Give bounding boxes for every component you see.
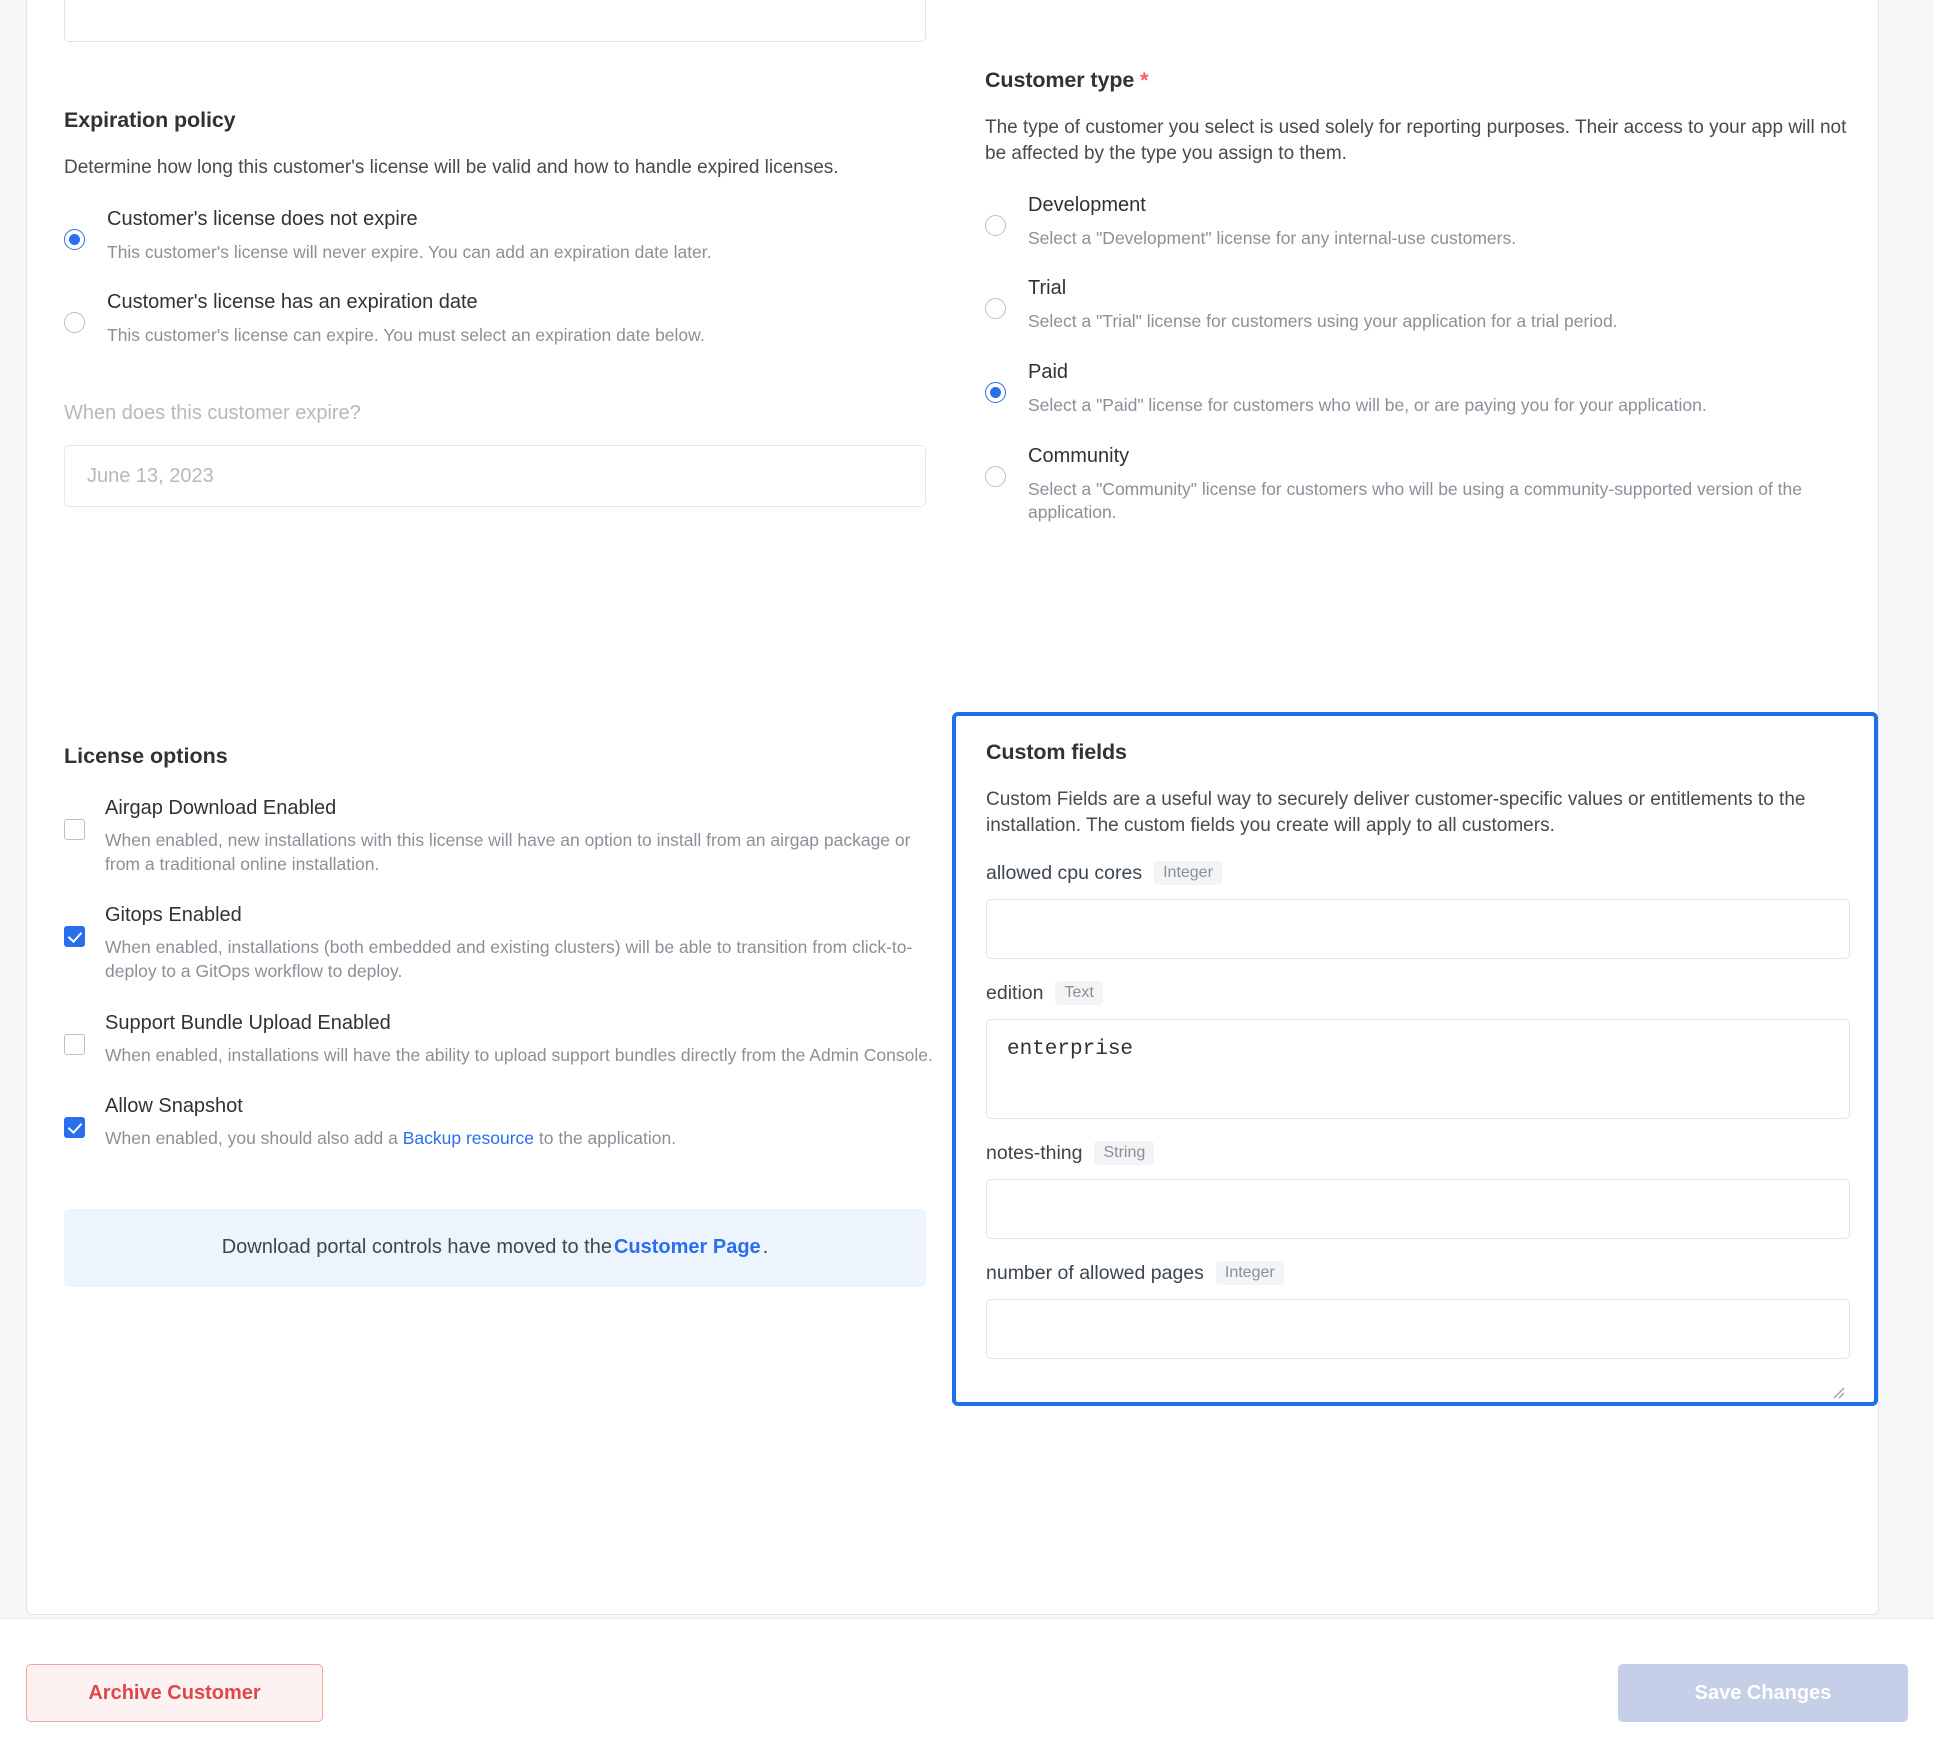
radio-paid-desc: Select a "Paid" license for customers who will be, or are paying you for your application. xyxy=(1028,394,1707,415)
cf-type-badge: Integer xyxy=(1216,1261,1284,1285)
radio-has-expire-label: Customer's license has an expiration date xyxy=(107,291,478,314)
notice-suffix: . xyxy=(762,1236,769,1259)
custom-fields-panel xyxy=(952,712,1878,1406)
license-options-section xyxy=(64,744,944,1287)
radio-paid[interactable] xyxy=(985,360,1865,418)
radio-has-expire[interactable] xyxy=(64,290,944,348)
radio-paid-control[interactable] xyxy=(985,382,1006,403)
expire-question-label: When does this customer expire? xyxy=(64,402,361,425)
notice-prefix: Download portal controls have moved to the xyxy=(221,1236,612,1259)
cf-label-text: allowed cpu cores xyxy=(986,861,1143,884)
expiration-policy-section xyxy=(64,108,944,507)
custom-field-number-of-allowed-pages-label xyxy=(986,1261,1844,1285)
checkbox-support-bundle-upload-control[interactable] xyxy=(64,1034,85,1055)
radio-no-expire-desc: This customer's license will never expire. You can add an expiration date later. xyxy=(107,241,712,262)
archive-customer-button[interactable]: Archive Customer xyxy=(26,1664,323,1722)
custom-field-number-of-allowed-pages xyxy=(986,1261,1844,1359)
checkbox-allow-snapshot-control[interactable] xyxy=(64,1117,85,1138)
custom-fields-title: Custom fields xyxy=(986,740,1127,764)
customer-type-description: The type of customer you select is used solely for reporting purposes. Their access to your app will not be affected by the type you assign to them. xyxy=(985,117,1847,164)
custom-field-number-of-allowed-pages-input[interactable] xyxy=(986,1299,1850,1359)
checkbox-gitops-label: Gitops Enabled xyxy=(105,904,242,927)
checkbox-gitops[interactable] xyxy=(64,904,944,983)
cf-label-text: notes-thing xyxy=(986,1141,1083,1164)
expiration-policy-description: Determine how long this customer's license will be valid and how to handle expired licenses. xyxy=(64,157,839,178)
required-marker: * xyxy=(1140,68,1149,92)
license-options-title: License options xyxy=(64,744,228,768)
custom-fields-description: Custom Fields are a useful way to securely deliver customer-specific values or entitlements to the installation. The custom fields you create will apply to all customers. xyxy=(986,789,1806,837)
checkbox-airgap-download-label: Airgap Download Enabled xyxy=(105,797,337,819)
cf-label-text: edition xyxy=(986,981,1044,1004)
radio-no-expire[interactable] xyxy=(64,207,944,265)
cf-type-badge: Integer xyxy=(1154,861,1222,885)
checkbox-allow-snapshot[interactable] xyxy=(64,1095,944,1151)
cf-type-badge: String xyxy=(1094,1141,1154,1165)
customer-type-title-text: Customer type xyxy=(985,68,1135,92)
checkbox-allow-snapshot-desc xyxy=(105,1127,676,1151)
checkbox-airgap-download-desc: When enabled, new installations with this license will have an option to install from an airgap package or from a traditional online installation. xyxy=(105,830,911,874)
checkbox-support-bundle-upload[interactable] xyxy=(64,1012,944,1068)
radio-has-expire-desc: This customer's license can expire. You must select an expiration date below. xyxy=(107,325,705,346)
checkbox-support-bundle-upload-label: Support Bundle Upload Enabled xyxy=(105,1011,391,1034)
radio-trial-control[interactable] xyxy=(985,298,1006,319)
cf-label-text: number of allowed pages xyxy=(986,1261,1204,1284)
custom-field-allowed-cpu-cores-label xyxy=(986,861,1844,885)
customer-page-link[interactable]: Customer Page xyxy=(613,1236,761,1259)
radio-development-control[interactable] xyxy=(985,215,1006,236)
save-changes-button[interactable]: Save Changes xyxy=(1618,1664,1908,1722)
custom-field-notes-thing xyxy=(986,1141,1844,1239)
checkbox-gitops-control[interactable] xyxy=(64,926,85,947)
custom-field-edition-textarea[interactable]: enterprise xyxy=(986,1019,1850,1119)
radio-development-label: Development xyxy=(1028,193,1146,216)
custom-field-edition-label xyxy=(986,981,1844,1005)
backup-resource-link[interactable]: Backup resource xyxy=(402,1128,535,1149)
download-portal-notice xyxy=(64,1209,926,1287)
expiration-date-input[interactable]: June 13, 2023 xyxy=(64,445,926,507)
customer-type-title xyxy=(985,68,1865,93)
custom-field-allowed-cpu-cores-input[interactable] xyxy=(986,899,1850,959)
truncated-input-above[interactable] xyxy=(64,0,926,42)
checkbox-gitops-desc: When enabled, installations (both embedded and existing clusters) will be able to transition from click-to-deploy to a GitOps workflow to deploy. xyxy=(105,937,913,981)
radio-community-desc: Select a "Community" license for customers who will be using a community-supported version of the application. xyxy=(1028,478,1803,523)
radio-trial-label: Trial xyxy=(1028,277,1067,300)
radio-paid-label: Paid xyxy=(1028,360,1069,383)
radio-community[interactable] xyxy=(985,444,1865,525)
custom-field-edition xyxy=(986,981,1844,1119)
radio-community-label: Community xyxy=(1028,444,1130,467)
resize-grip-icon[interactable] xyxy=(1831,1385,1845,1399)
customer-type-section xyxy=(985,68,1865,525)
checkbox-airgap-download[interactable] xyxy=(64,797,944,876)
radio-development-desc: Select a "Development" license for any internal-use customers. xyxy=(1028,227,1517,248)
custom-field-notes-thing-label xyxy=(986,1141,1844,1165)
radio-trial[interactable] xyxy=(985,276,1865,334)
checkbox-support-bundle-upload-desc: When enabled, installations will have the ability to upload support bundles directly from the Admin Console. xyxy=(105,1044,933,1065)
custom-field-allowed-cpu-cores xyxy=(986,861,1844,959)
custom-field-notes-thing-input[interactable] xyxy=(986,1179,1850,1239)
checkbox-allow-snapshot-label: Allow Snapshot xyxy=(105,1095,243,1118)
footer-bar xyxy=(0,1618,1934,1738)
radio-has-expire-control[interactable] xyxy=(64,312,85,333)
allow-snapshot-desc-suffix: to the application. xyxy=(534,1128,677,1149)
cf-type-badge: Text xyxy=(1055,981,1102,1005)
radio-no-expire-control[interactable] xyxy=(64,229,85,250)
radio-community-control[interactable] xyxy=(985,466,1006,487)
radio-no-expire-label: Customer's license does not expire xyxy=(107,207,418,230)
radio-development[interactable] xyxy=(985,193,1865,251)
expiration-policy-title: Expiration policy xyxy=(64,108,236,132)
checkbox-airgap-download-control[interactable] xyxy=(64,819,85,840)
radio-trial-desc: Select a "Trial" license for customers using your application for a trial period. xyxy=(1028,311,1618,332)
allow-snapshot-desc-prefix: When enabled, you should also add a xyxy=(105,1128,403,1149)
